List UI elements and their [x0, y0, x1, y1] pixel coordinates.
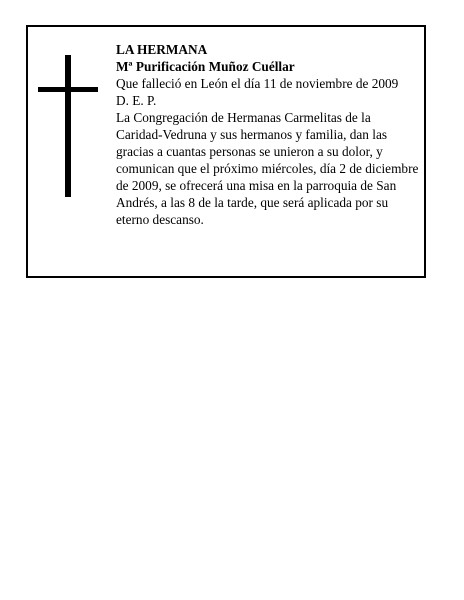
notice-heading: LA HERMANA [116, 42, 208, 57]
notice-text [116, 41, 420, 228]
notice-body: La Congregación de Hermanas Carmelitas de la Caridad-Vedruna y sus hermanos y familia, dan las gracias a cuantas personas se unieron a su dolor, y comunican que el próximo miércoles, día 2 de diciembre de 2009, se ofrecerá una misa en la parroquia de San Andrés, a las 8 de la tarde, que será aplicada por su eterno descanso. [116, 110, 419, 227]
cross-icon [38, 55, 98, 197]
death-date-line: Que falleció en León el día 11 de noviembre de 2009 [116, 76, 399, 91]
deceased-name: Mª Purificación Muñoz Cuéllar [116, 59, 295, 74]
cross-vertical-bar [65, 55, 71, 197]
cross-horizontal-bar [38, 87, 98, 92]
rip-line: D. E. P. [116, 93, 157, 108]
obituary-notice [26, 25, 426, 278]
